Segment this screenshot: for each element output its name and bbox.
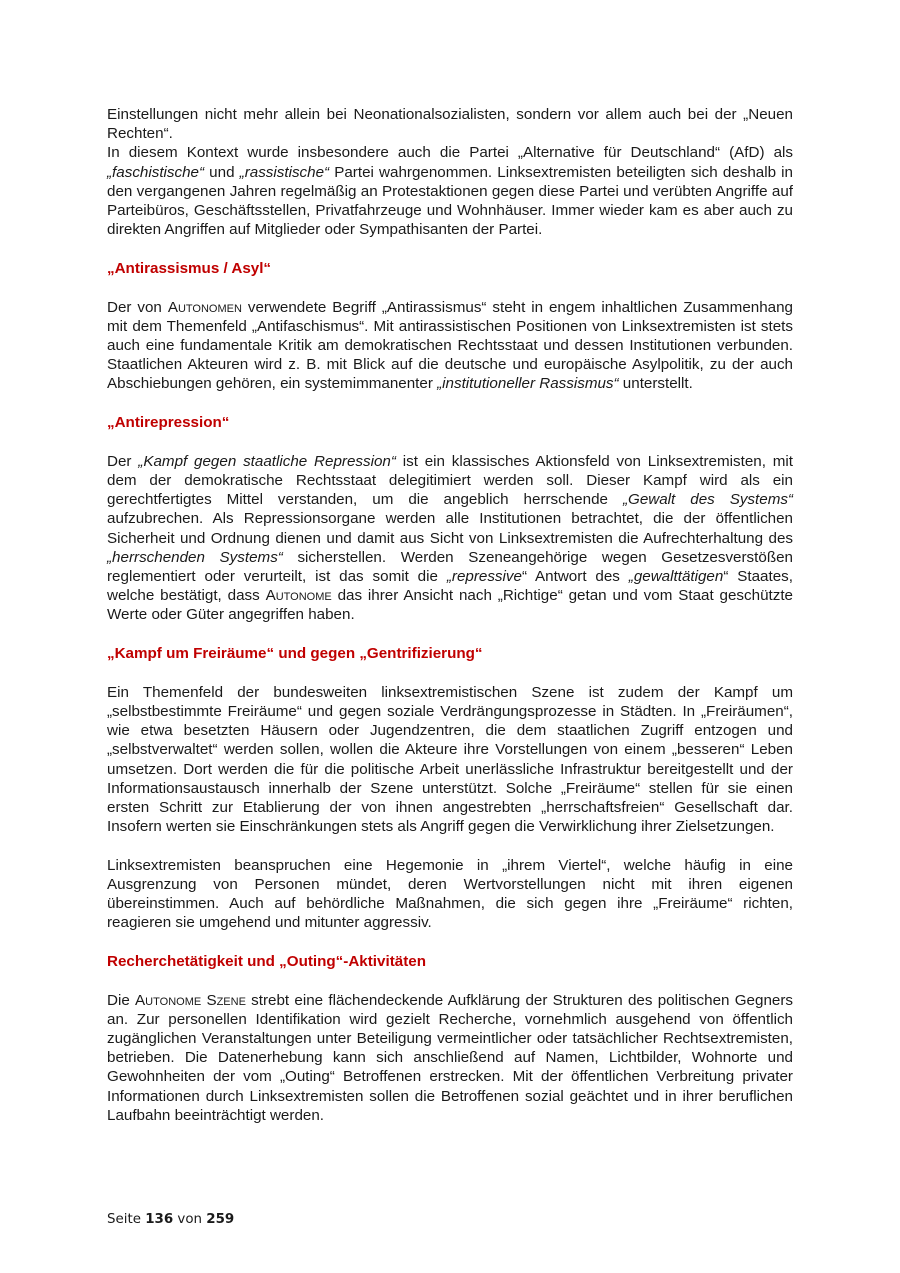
footer-total-pages: 259: [206, 1212, 235, 1227]
footer-page-number: 136: [145, 1212, 174, 1227]
section-paragraph-recherche: [107, 991, 793, 1125]
s2-smallcaps-1: Autonome: [265, 587, 332, 605]
intro-italic-2: „rassistische“: [239, 163, 330, 181]
intro-italic-1: „faschistische“: [107, 163, 205, 181]
page-footer: [107, 1212, 234, 1227]
s1-italic-1: „institutioneller Rassismus“: [437, 375, 619, 393]
s2-text-f: “ Staates, welche bestätigt, dass: [107, 568, 793, 605]
s4-text-b: strebt eine flächendeckende Aufklärung der Strukturen des politischen Gegners an. Zur personellen Identifikation wird gezielt Recherche, vornehmlich ausgehend von öffentlich zugänglichen Veranstaltungen unter Beteiligung vermeintlicher oder tatsächlicher Rechtsextremisten, betrieben. Die Datenerhebung kann sich anschließend auf Namen, Lichtbilder, Wohnorte und Gewohnheiten der vom „Outing“ Betroffenen erstrecken. Mit der öffentlichen Verbreitung privater Informationen durch Linksextremisten sollen die Betroffenen sozial geächtet und in ihrer beruflichen Laufbahn beeinträchtigt werden.: [107, 991, 793, 1124]
intro-paragraph-1: [107, 105, 793, 143]
section-heading-antirepression: „Antirepression“: [107, 414, 230, 432]
s1-text-a: Der von: [107, 298, 168, 316]
s2-text-a: Der: [107, 452, 139, 470]
s2-text-b: ist ein klassisches Aktionsfeld von Linksextremisten, mit dem der demokratische Rechtsstaat delegitimiert werden soll. Dieser Kampf wird als ein gerechtfertigtes Mittel verstanden, um die angeblich herrschende: [107, 452, 793, 509]
intro-text-2b: und: [204, 163, 240, 181]
s1-smallcaps-1: Autonomen: [167, 298, 242, 316]
intro-text-2c: Partei wahrgenommen. Linksextremisten beteiligten sich deshalb in den vergangenen Jahren regelmäßig an Protestaktionen gegen diese Partei und verübten Angriffe auf Parteibüros, Geschäftsstellen, Privatfahrzeuge und Wohnhäuser. Immer wieder kam es aber auch zu direkten Angriffen auf Mitglieder oder Sympathisanten der Partei.: [107, 163, 793, 239]
section-heading-antirassismus: „Antirassismus / Asyl“: [107, 260, 272, 278]
section-paragraph-antirepression: [107, 452, 793, 625]
s2-text-c: aufzubrechen. Als Repressionsorgane werden alle Institutionen betrachtet, die der öffentlichen Sicherheit und Ordnung dienen und damit aus Sicht von Linksextremisten die Aufrechterhaltung des: [107, 510, 793, 547]
s2-italic-3: „herrschenden Systems“: [107, 548, 283, 566]
section-paragraph-freiraeume-2: Linksextremisten beanspruchen eine Hegemonie in „ihrem Viertel“, welche häufig in eine Ausgrenzung von Personen mündet, deren Wertvorstellungen nicht mit ihren eigenen übereinstimmen. Auch auf behördliche Maßnahmen, die sich gegen ihre „Freiräume“ richten, reagieren sie umgehend und mitunter aggressiv.: [107, 856, 793, 932]
document-body: [107, 105, 793, 1125]
s1-text-b: verwendete Begriff „Antirassismus“ steht in engem inhaltlichen Zusammenhang mit dem Themenfeld „Antifaschismus“. Mit antirassistischen Positionen von Linksextremisten ist stets auch eine fundamentale Kritik am demokratischen Rechtsstaat und dessen Institutionen verbunden. Staatlichen Akteuren wird z. B. mit Blick auf die deutsche und europäische Asylpolitik, zu der auch Abschiebungen gehören, ein systemimmanenter: [107, 298, 793, 393]
section-paragraph-freiraeume-1: Ein Themenfeld der bundesweiten linksextremistischen Szene ist zudem der Kampf um „selbstbestimmte Freiräume“ und gegen soziale Verdrängungsprozesse in Städten. In „Freiräumen“, wie etwa besetzten Häusern oder Jugendzentren, die dem staatlichen Zugriff entzogen und „selbstverwaltet“ werden sollen, wollen die Akteure ihre Vorstellungen von einem „besseren“ Leben umsetzen. Dort werden die für die politische Arbeit unerlässliche Infrastruktur bereitgestellt und der Informationsaustausch innerhalb der Szene unterstützt. Solche „Freiräume“ stellen für sie einen ersten Schritt zur Etablierung der von ihnen angestrebten „herrschaftsfreien“ Gesellschaft dar. Insofern werten sie Einschränkungen stets als Angriff gegen die Verwirklichung ihrer Zielsetzungen.: [107, 683, 793, 836]
s2-text-e: “ Antwort des: [521, 568, 629, 586]
section-heading-freiraeume: „Kampf um Freiräume“ und gegen „Gentrifizierung“: [107, 645, 483, 663]
s2-text-d: sicherstellen. Werden Szeneangehörige wegen Gesetzesverstößen reglementiert oder verurteilt, ist das somit die: [107, 548, 793, 586]
s2-italic-2: „Gewalt des Systems“: [622, 491, 793, 509]
s2-italic-5: „gewalttätigen: [628, 568, 724, 586]
s4-smallcaps-1: Autonome Szene: [135, 991, 246, 1009]
intro-text-1: Einstellungen nicht mehr allein bei Neonationalsozialisten, sondern vor allem auch bei der „Neuen Rechten“.: [107, 106, 793, 143]
s4-text-a: Die: [107, 991, 136, 1009]
s1-text-c: unterstellt.: [618, 375, 693, 393]
intro-text-2a: In diesem Kontext wurde insbesondere auch die Partei „Alternative für Deutschland“ (AfD) als: [107, 144, 793, 162]
section-paragraph-antirassismus: [107, 298, 793, 394]
section-heading-recherche: Recherchetätigkeit und „Outing“-Aktivitäten: [107, 953, 426, 971]
s2-italic-4: „repressive: [446, 568, 522, 586]
intro-paragraph-2: [107, 143, 793, 239]
footer-prefix: Seite: [107, 1212, 146, 1227]
footer-mid: von: [173, 1212, 207, 1227]
s2-italic-1: „Kampf gegen staatliche Repression“: [138, 452, 396, 470]
s2-text-g: das ihrer Ansicht nach „Richtige“ getan und vom Staat geschützte Werte oder Güter angegriffen haben.: [107, 587, 793, 624]
